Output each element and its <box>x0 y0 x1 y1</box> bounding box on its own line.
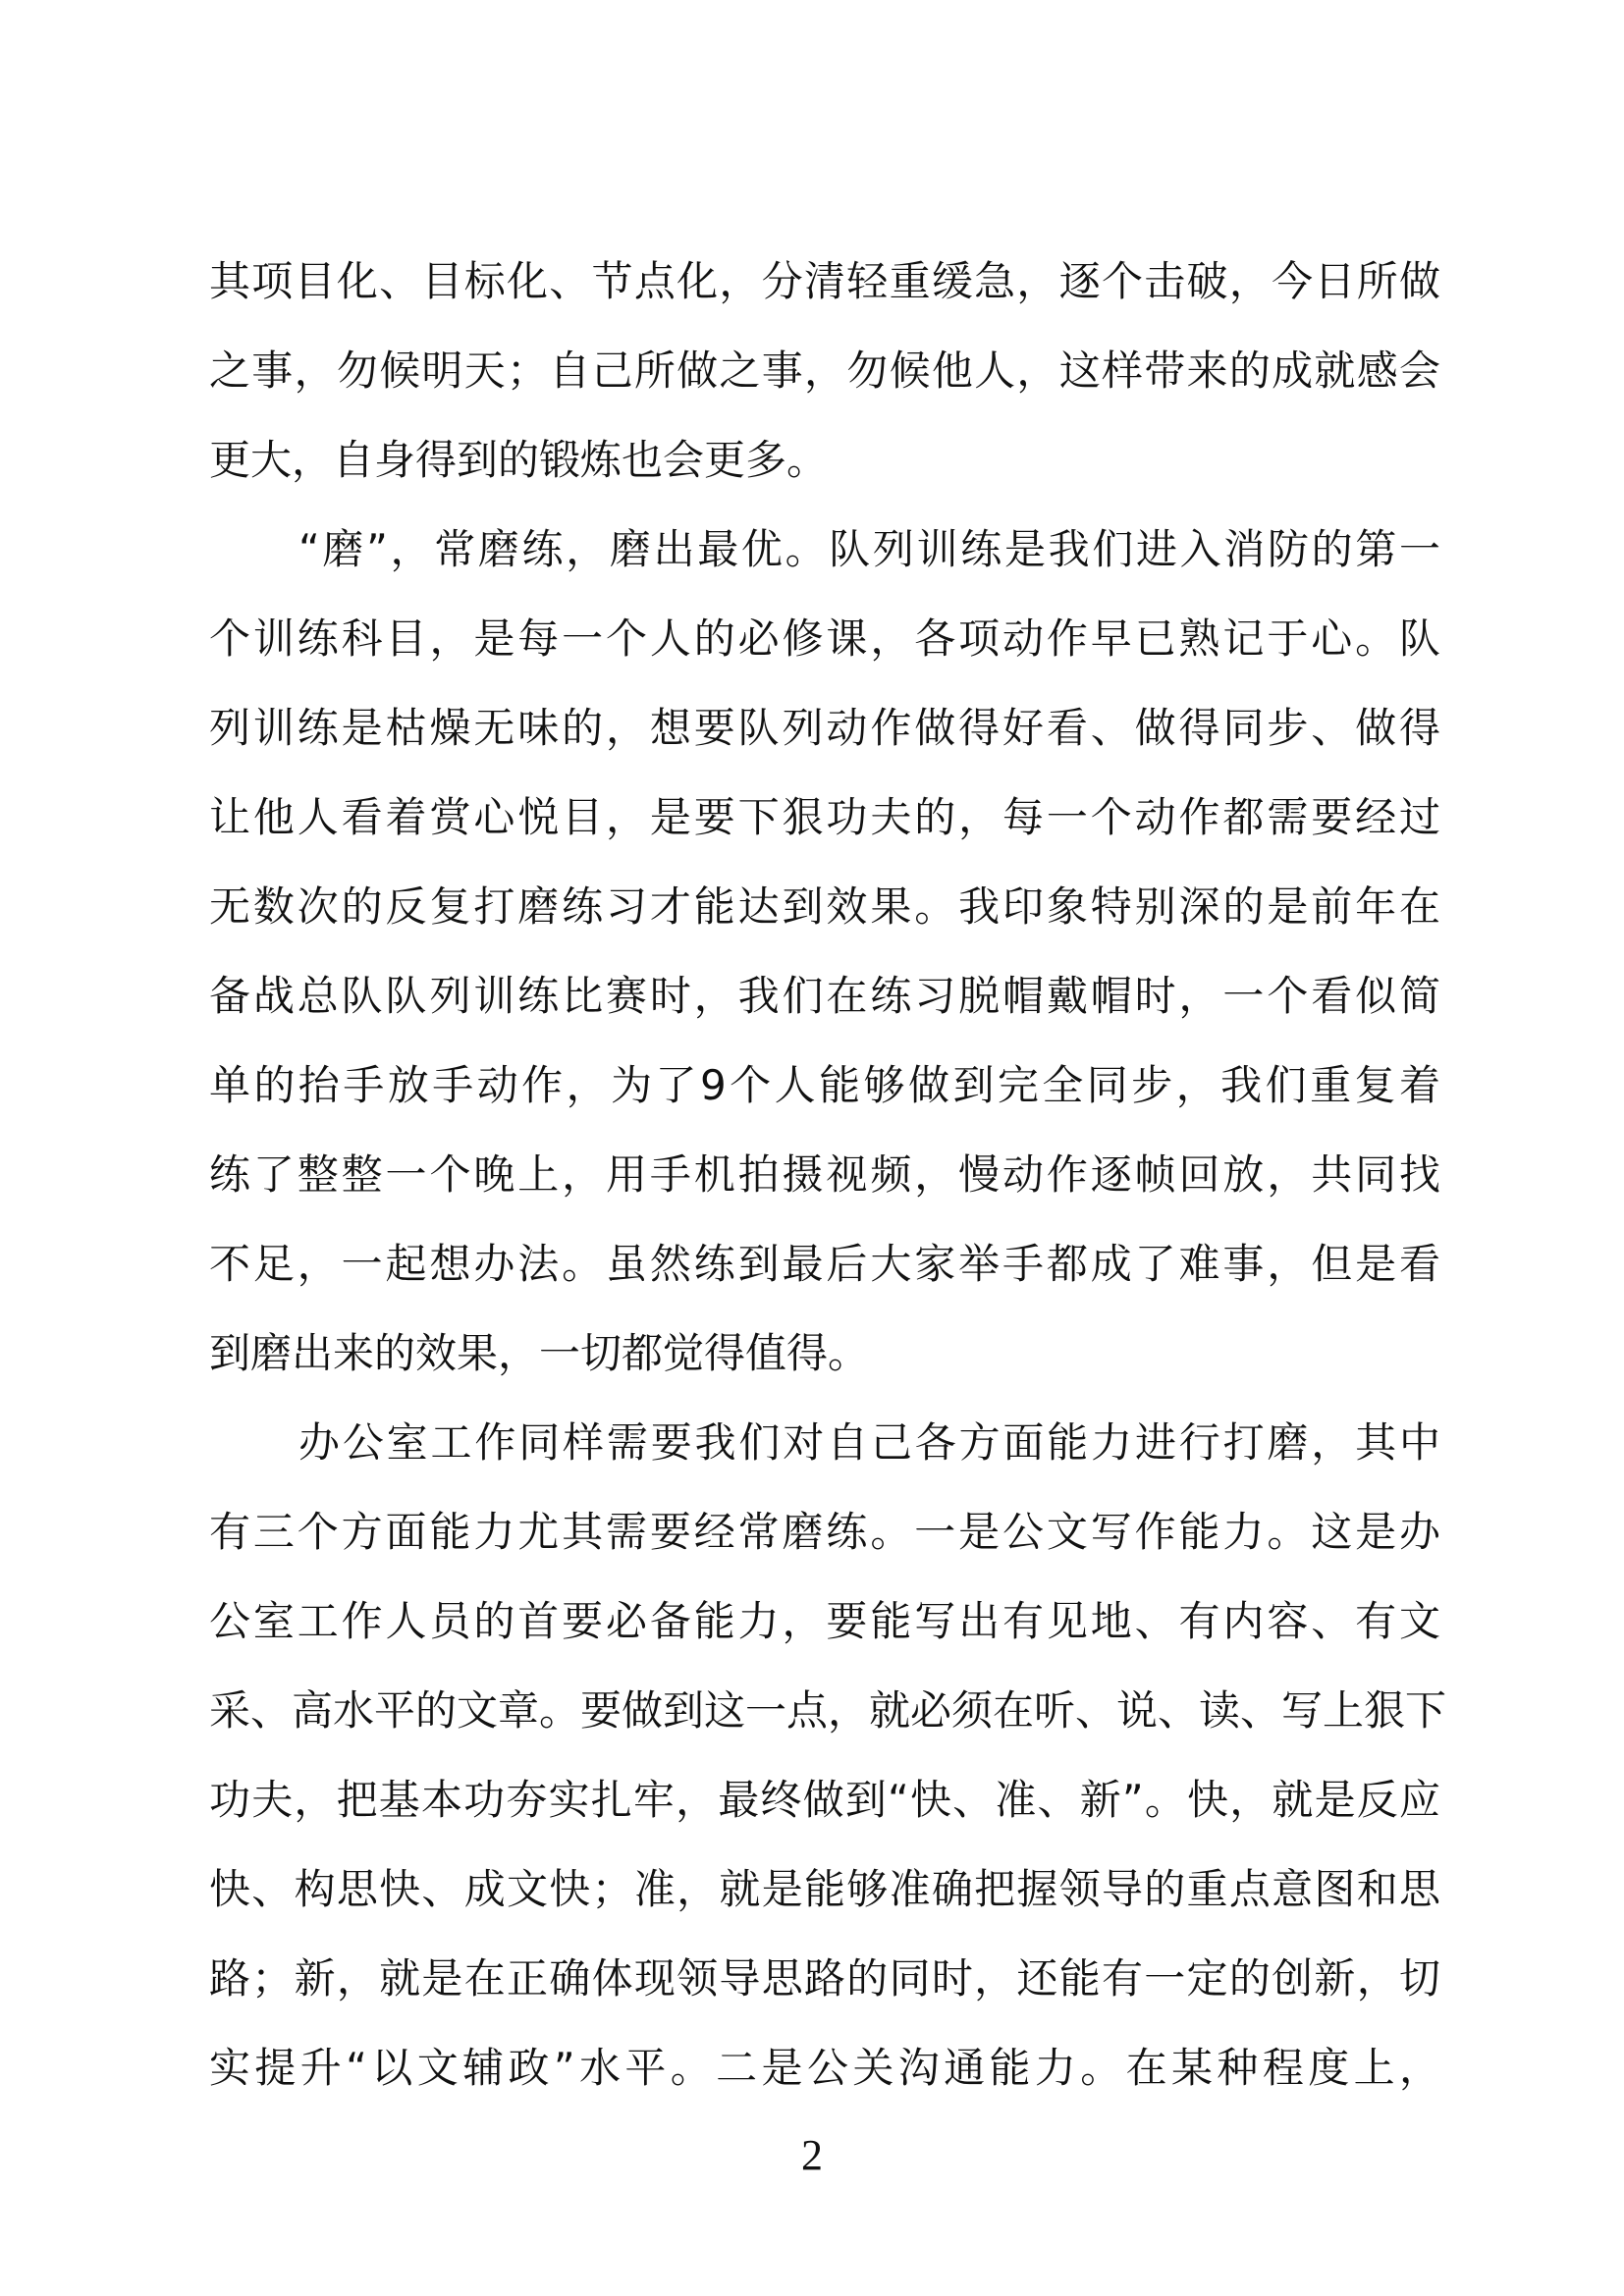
text-line: 快、构思快、成文快；准，就是能够准确把握领导的重点意图和思 <box>209 1865 1440 1913</box>
text-line: 练了整整一个晚上，用手机拍摄视频，慢动作逐帧回放，共同找 <box>209 1150 1440 1199</box>
text-line: 列训练是枯燥无味的，想要队列动作做得好看、做得同步、做得 <box>209 704 1440 752</box>
page-number: 2 <box>801 2131 823 2179</box>
paragraph-start-line: “磨”，常磨练，磨出最优。队列训练是我们进入消防的第一 <box>298 525 1440 573</box>
text-line: 不足，一起想办法。虽然练到最后大家举手都成了难事，但是看 <box>209 1240 1440 1288</box>
text-line: 有三个方面能力尤其需要经常磨练。一是公文写作能力。这是办 <box>209 1508 1440 1556</box>
text-line: 更大，自身得到的锻炼也会更多。 <box>209 436 829 484</box>
text-line: 采、高水平的文章。要做到这一点，就必须在听、说、读、写上狠下 <box>209 1686 1447 1735</box>
text-line: 实提升“以文辅政”水平。二是公关沟通能力。在某种程度上， <box>209 2044 1440 2092</box>
text-line: 公室工作人员的首要必备能力，要能写出有见地、有内容、有文 <box>209 1597 1440 1645</box>
text-line: 到磨出来的效果，一切都觉得值得。 <box>209 1329 870 1377</box>
text-line: 路；新，就是在正确体现领导思路的同时，还能有一定的创新，切 <box>209 1954 1440 2002</box>
text-line: 备战总队队列训练比赛时，我们在练习脱帽戴帽时，一个看似简 <box>209 972 1440 1020</box>
text-line: 单的抬手放手动作，为了9个人能够做到完全同步，我们重复着 <box>209 1061 1440 1109</box>
text-line: 功夫，把基本功夯实扎牢，最终做到“快、准、新”。快，就是反应 <box>209 1776 1440 1824</box>
text-line: 其项目化、目标化、节点化，分清轻重缓急，逐个击破，今日所做 <box>209 257 1440 305</box>
text-line: 个训练科目，是每一个人的必修课，各项动作早已熟记于心。队 <box>209 614 1440 663</box>
text-line: 之事，勿候明天；自己所做之事，勿候他人，这样带来的成就感会 <box>209 347 1440 395</box>
body-text <box>209 237 1447 2112</box>
text-line: 无数次的反复打磨练习才能达到效果。我印象特别深的是前年在 <box>209 882 1440 931</box>
paragraph-start-line: 办公室工作同样需要我们对自己各方面能力进行打磨，其中 <box>298 1418 1440 1467</box>
text-line: 让他人看着赏心悦目，是要下狠功夫的，每一个动作都需要经过 <box>209 793 1440 841</box>
